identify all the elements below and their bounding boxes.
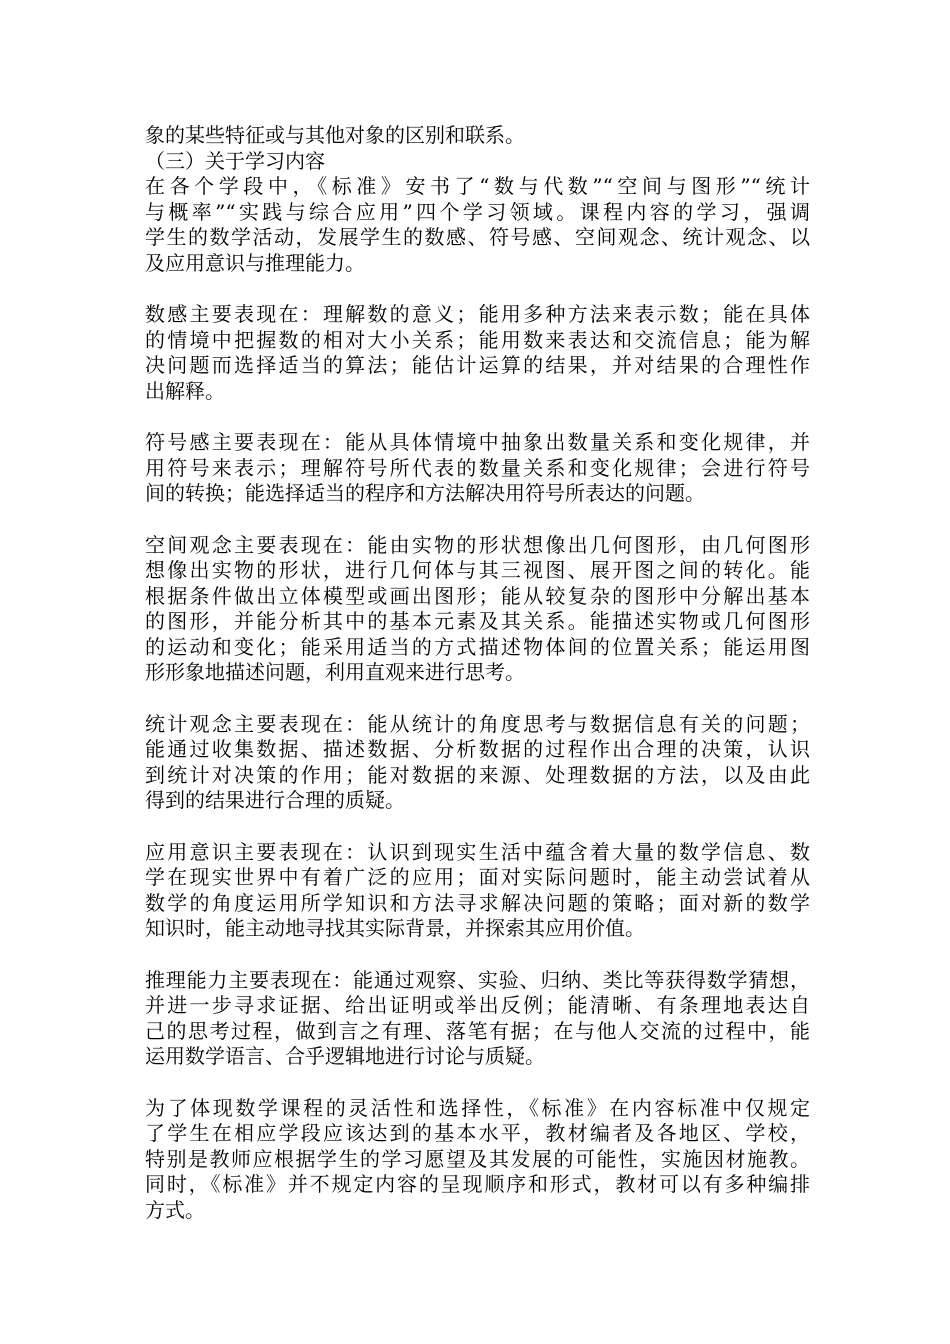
- paragraph-line: 应用意识主要表现在：认识到现实生活中蕴含着大量的数学信息、数: [145, 839, 810, 864]
- paragraph-spacer: [145, 507, 810, 533]
- paragraph-line: 并进一步寻求证据、给出证明或举出反例；能清晰、有条理地表达自: [145, 993, 810, 1018]
- section-heading: （三）关于学习内容: [145, 148, 325, 173]
- paragraph-spacer: [145, 277, 810, 303]
- paragraph-line: 空间观念主要表现在：能由实物的形状想像出几何图形，由几何图形: [145, 532, 810, 557]
- paragraph-line: 想像出实物的形状，进行几何体与其三视图、展开图之间的转化。能: [145, 558, 810, 583]
- paragraph-line: 及应用意识与推理能力。: [145, 250, 365, 275]
- paragraph-line: 数学的角度运用所学知识和方法寻求解决问题的策略；面对新的数学: [145, 890, 810, 915]
- paragraph: [145, 968, 810, 1070]
- paragraph-line: 的运动和变化；能采用适当的方式描述物体间的位置关系；能运用图: [145, 634, 810, 659]
- paragraph: [145, 712, 810, 814]
- paragraph: [145, 1096, 810, 1224]
- paragraph-line: 符号感主要表现在：能从具体情境中抽象出数量关系和变化规律，并: [145, 430, 810, 455]
- paragraph-line: 能通过收集数据、描述数据、分析数据的过程作出合理的决策，认识: [145, 737, 810, 762]
- paragraph-line: 运用数学语言、合乎逻辑地进行讨论与质疑。: [145, 1044, 545, 1069]
- paragraph-line: 形形象地描述问题，利用直观来进行思考。: [145, 660, 525, 685]
- paragraph: [145, 840, 810, 942]
- paragraph-line: 己的思考过程，做到言之有理、落笔有据；在与他人交流的过程中，能: [145, 1018, 810, 1043]
- paragraph-line: 得到的结果进行合理的质疑。: [145, 788, 405, 813]
- document-page: [145, 123, 810, 1224]
- paragraph-line: 的情境中把握数的相对大小关系；能用数来表达和交流信息；能为解: [145, 327, 810, 352]
- paragraph-line: 推理能力主要表现在：能通过观察、实验、归纳、类比等获得数学猜想，: [145, 967, 810, 992]
- paragraph-spacer: [145, 1070, 810, 1096]
- paragraph-spacer: [145, 686, 810, 712]
- paragraph-line: 用符号来表示；理解符号所代表的数量关系和变化规律；会进行符号: [145, 455, 810, 480]
- paragraph-spacer: [145, 405, 810, 431]
- paragraph-line: 特别是教师应根据学生的学习愿望及其发展的可能性，实施因材施教。: [145, 1146, 810, 1171]
- paragraph-line: 了学生在相应学段应该达到的基本水平，教材编者及各地区、学校，: [145, 1121, 810, 1146]
- paragraph-line: 为了体现数学课程的灵活性和选择性，《标准》在内容标准中仅规定: [145, 1095, 810, 1120]
- paragraph-line: 决问题而选择适当的算法；能估计运算的结果，并对结果的合理性作: [145, 353, 810, 378]
- paragraph-line: 的图形，并能分析其中的基本元素及其关系。能描述实物或几何图形: [145, 609, 810, 634]
- paragraph-spacer: [145, 814, 810, 840]
- paragraph-line: 出解释。: [145, 378, 225, 403]
- paragraph-line: 数感主要表现在：理解数的意义；能用多种方法来表示数；能在具体: [145, 302, 810, 327]
- paragraph-line: 间的转换；能选择适当的程序和方法解决用符号所表达的问题。: [145, 481, 705, 506]
- paragraph-line: 到统计对决策的作用；能对数据的来源、处理数据的方法，以及由此: [145, 762, 810, 787]
- paragraph-spacer: [145, 942, 810, 968]
- paragraph: [145, 533, 810, 687]
- paragraph-line: 学生的数学活动，发展学生的数感、符号感、空间观念、统计观念、以: [145, 225, 810, 250]
- paragraph: [145, 174, 810, 276]
- paragraph-line: 根据条件做出立体模型或画出图形；能从较复杂的图形中分解出基本: [145, 583, 810, 608]
- paragraph-line: 与概率”“实践与综合应用”四个学习领域。课程内容的学习，强调: [145, 199, 810, 224]
- paragraph-line: 统计观念主要表现在：能从统计的角度思考与数据信息有关的问题；: [145, 711, 810, 736]
- paragraph: [145, 430, 810, 507]
- paragraph-line: 在各个学段中，《标准》安书了“数与代数”“空间与图形”“统计: [145, 174, 810, 199]
- paragraph-line: 学在现实世界中有着广泛的应用；面对实际问题时，能主动尝试着从: [145, 865, 810, 890]
- paragraph-line: 同时，《标准》并不规定内容的呈现顺序和形式，教材可以有多种编排: [145, 1172, 810, 1197]
- intro-line: 象的某些特征或与其他对象的区别和联系。: [145, 123, 525, 147]
- paragraph-line: 知识时，能主动地寻找其实际背景，并探索其应用价值。: [145, 916, 645, 941]
- paragraph-list: [145, 174, 810, 1223]
- paragraph-line: 方式。: [145, 1197, 205, 1222]
- paragraph: [145, 302, 810, 404]
